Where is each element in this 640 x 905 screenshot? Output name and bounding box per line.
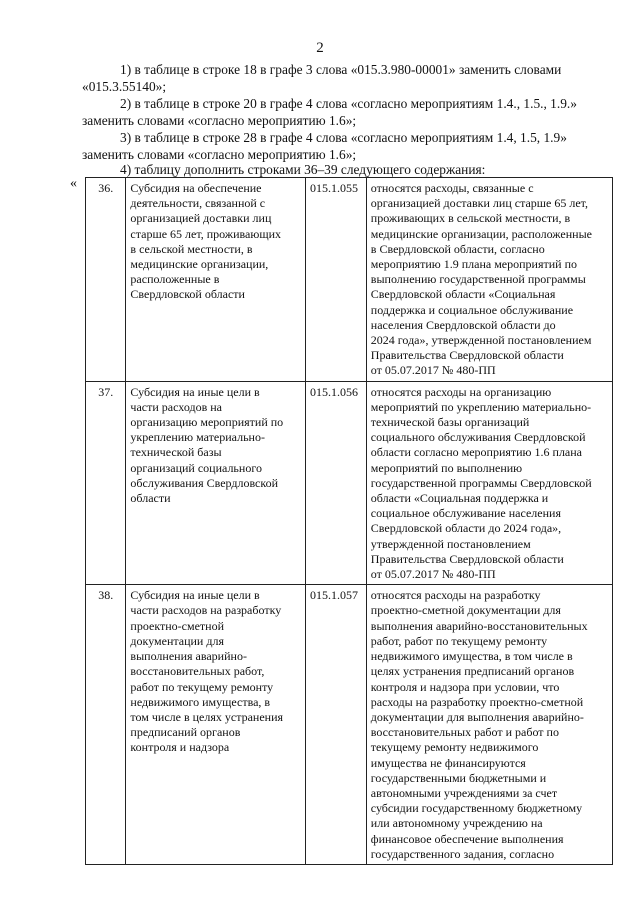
subsidy-description: [366, 381, 612, 585]
amendment-item-2-line-2: заменить словами «согласно мероприятию 1.6»;: [82, 112, 357, 128]
amendment-item-1: [82, 62, 614, 96]
subsidy-name: [126, 585, 306, 865]
amendment-item-1-line-2: «015.3.55140»;: [82, 78, 167, 94]
amendment-item-4-line-1: 4) таблицу дополнить строками 36–39 следующего содержания:: [120, 162, 486, 177]
table-row: [86, 178, 613, 382]
subsidy-description-text: относятся расходы на разработку проектно-сметной документации для выполнения аварийно-восстановительных работ, работ по текущему ремонту недвижимого имущества, в том числе в целях устранения предписаний органов контроля и надзора при условии, что расходы на разработку проектно-сметной документации для выполнения аварийно- восстановительных работ и работ по текущему ремонту недвижимого имущества не финансируются государственными бюджетными и автономными учреждениями за счет субсидии государственному бюджетному или автономному учреждению на финансовое обеспечение выполнения государственного задания, согласно: [370, 588, 588, 861]
amendment-item-2: [82, 96, 614, 130]
subsidy-name-text: Субсидия на иные цели в части расходов на разработку проектно-сметной документации для выполнения аварийно- восстановительных работ, работ по текущему ремонту недвижимого имущества, в том числе в целях устранения предписаний органов контроля и надзора: [130, 588, 284, 755]
amendment-item-3-line-2: заменить словами «согласно мероприятию 1.6»;: [82, 146, 357, 162]
subsidy-description: [366, 178, 612, 382]
subsidy-name-text: Субсидия на обеспечение деятельности, связанной с организацией доставки лиц старше 65 лет, проживающих в сельской местности, в медицинские организации, расположенные в Свердловской области: [130, 181, 281, 302]
budget-codes-table: [85, 177, 613, 865]
subsidy-code: 015.1.055: [305, 178, 366, 382]
amendment-item-1-line-1: 1) в таблице в строке 18 в графе 3 слова «015.3.980-00001» заменить словами: [120, 62, 562, 77]
row-number: 38.: [86, 585, 126, 865]
row-number: 37.: [86, 381, 126, 585]
row-number: 36.: [86, 178, 126, 382]
subsidy-code: 015.1.057: [305, 585, 366, 865]
amendment-item-3: [82, 130, 614, 164]
subsidy-name: [126, 178, 306, 382]
amendment-item-3-line-1: 3) в таблице в строке 28 в графе 4 слова «согласно мероприятиям 1.4, 1.5, 1.9»: [120, 130, 567, 145]
table-row: [86, 381, 613, 585]
amendment-item-2-line-1: 2) в таблице в строке 20 в графе 4 слова «согласно мероприятиям 1.4., 1.5., 1.9.»: [120, 96, 577, 111]
page-number: 2: [316, 40, 324, 56]
subsidy-description: [366, 585, 612, 865]
table-row: [86, 585, 613, 865]
subsidy-description-text: относятся расходы на организацию мероприятий по укреплению материально- технической базы организаций социального обслуживания Свердловской области согласно мероприятию 1.6 плана мероприятий по выполнению государственной программы Свердловской области «Социальная поддержка и социальное обслуживание населения Свердловской области до 2024 года», утвержденной постановлением Правительства Свердловской области от 05.07.2017 № 480-ПП: [370, 384, 592, 582]
subsidy-name-text: Субсидия на иные цели в части расходов на организацию мероприятий по укреплению материально- технической базы организаций социального обслуживания Свердловской области: [130, 384, 284, 506]
subsidy-name: [126, 381, 306, 585]
opening-quote-mark: «: [70, 176, 77, 191]
subsidy-description-text: относятся расходы, связанные с организацией доставки лиц старше 65 лет, проживающих в сельской местности, в медицинские организации, расположенные в Свердловской области, согласно мероприятию 1.9 плана мероприятий по выполнению государственной программы Свердловской области «Социальная поддержка и социальное обслуживание населения Свердловской области до 2024 года», утвержденной постановлением Правительства Свердловской области от 05.07.2017 № 480-ПП: [370, 181, 592, 378]
subsidy-code: 015.1.056: [305, 381, 366, 585]
